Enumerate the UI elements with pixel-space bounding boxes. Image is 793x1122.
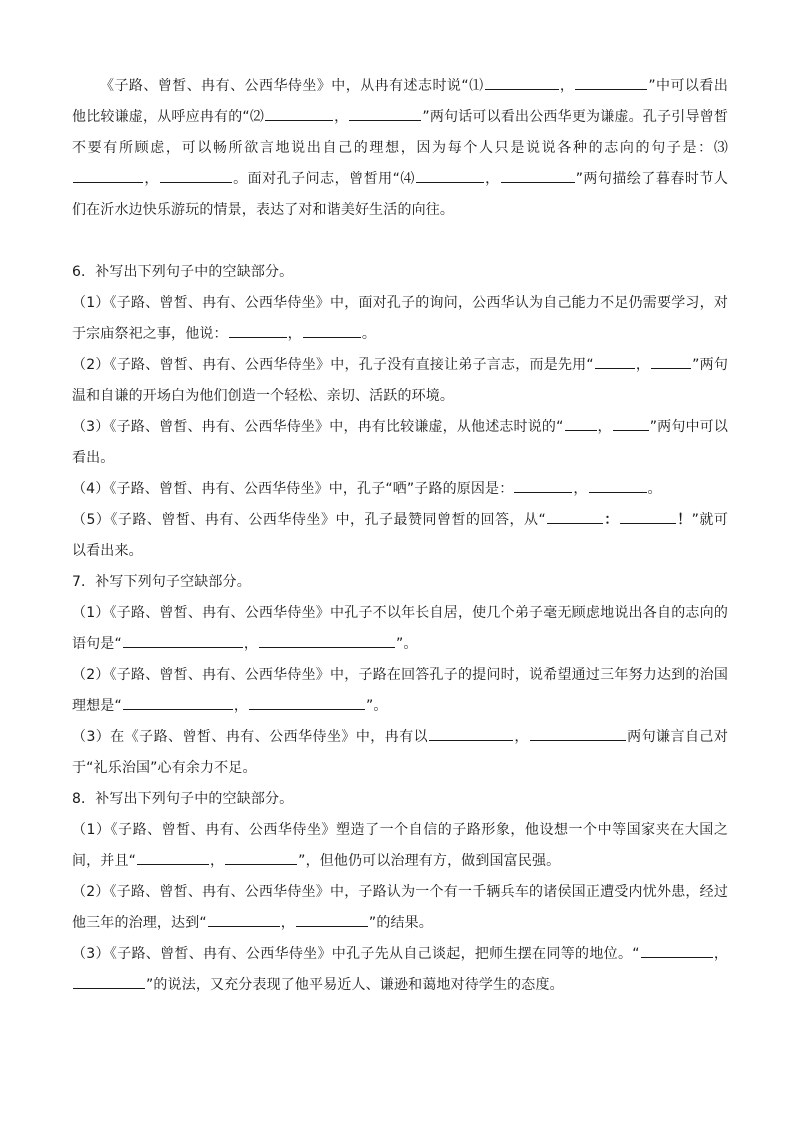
question-8-item-1: （1）《子路、曾皙、冉有、公西华侍坐》塑造了一个自信的子路形象，他设想一个中等国家夹在大国之间，并且“ ， ”，但他仍可以治理有方，做到国富民强。	[72, 822, 728, 869]
answer-blank[interactable]	[565, 415, 597, 431]
answer-blank[interactable]	[73, 973, 145, 989]
answer-blank-5[interactable]	[73, 167, 143, 183]
answer-blank[interactable]	[641, 942, 713, 958]
intro-paragraph: 《子路、曾皙、冉有、公西华侍坐》中，从冉有述志时说“⑴ ， ”中可以看出他比较谦虚，从呼应冉有的“⑵ ， ”两句话可以看出公西华更为谦虚。孔子引导曾皙不要有所顾虑，可以畅所欲言地说出自己的理想，因为每个人只是说说各种的志向的句子是：⑶， 。面对孔子问志，曾皙用“⑷ ， ”两句描绘了暮春时节人们在沂水边快乐游玩的情景，表达了对和谐美好生活的向往。	[72, 71, 728, 226]
answer-blank[interactable]	[296, 911, 368, 927]
answer-blank[interactable]	[651, 353, 691, 369]
answer-blank[interactable]	[589, 477, 647, 493]
answer-blank-6[interactable]	[160, 167, 232, 183]
answer-blank-1[interactable]	[485, 74, 559, 90]
answer-blank[interactable]	[595, 353, 635, 369]
answer-blank[interactable]	[249, 694, 365, 710]
question-6-item-4: （4）《子路、曾皙、冉有、公西华侍坐》中，孔子“哂”子路的原因是： ， 。	[72, 474, 728, 505]
answer-blank[interactable]	[429, 725, 513, 741]
question-7-item-1: （1）《子路、曾皙、冉有、公西华侍坐》中孔子不以年长自居，使几个弟子毫无顾虑地说出各自的志向的语句是“ ， ”。	[72, 605, 728, 652]
answer-blank[interactable]	[225, 849, 297, 865]
answer-blank[interactable]	[530, 725, 626, 741]
answer-blank[interactable]	[123, 694, 233, 710]
answer-blank[interactable]	[137, 849, 209, 865]
question-6-item-2: （2）《子路、曾皙、冉有、公西华侍坐》中，孔子没有直接让弟子言志，而是先用“ ， ”两句温和自谦的开场白为他们创造一个轻松、亲切、活跃的环境。	[72, 350, 728, 412]
answer-blank[interactable]	[123, 632, 243, 648]
question-6-heading: 6．补写出下列句子中的空缺部分。	[72, 264, 294, 280]
question-6-item-5: （5）《子路、曾皙、冉有、公西华侍坐》中，孔子最赞同曾皙的回答，从“ ： ！”就可以看出来。	[72, 505, 728, 567]
question-7-item-3: （3）在《子路、曾皙、冉有、公西华侍坐》中，冉有以 ， 两句谦言自己对于“礼乐治国”心有余力不足。	[72, 722, 728, 784]
answer-blank[interactable]	[547, 508, 603, 524]
question-7-heading: 7．补写下列句子空缺部分。	[72, 574, 251, 590]
question-6-item-3: （3）《子路、曾皙、冉有、公西华侍坐》中，冉有比较谦虚，从他述志时说的“ ， ”两句中可以看出。	[72, 412, 728, 474]
question-7-item-2: （2）《子路、曾皙、冉有、公西华侍坐》中，子路在回答孔子的提问时，说希望通过三年努力达到的治国理想是“ ， ”。	[72, 667, 728, 714]
intro-text: 《子路、曾皙、冉有、公西华侍坐》中，从冉有述志时说“⑴	[100, 78, 484, 94]
question-8-item-3: （3）《子路、曾皙、冉有、公西华侍坐》中孔子先从自己谈起，把师生摆在同等的地位。“ ，”的说法，又充分表现了他平易近人、谦逊和蔼地对待学生的态度。	[72, 939, 728, 1001]
answer-blank-8[interactable]	[501, 167, 575, 183]
answer-blank[interactable]	[514, 477, 572, 493]
answer-blank-4[interactable]	[349, 105, 421, 121]
answer-blank[interactable]	[208, 911, 280, 927]
answer-blank[interactable]	[259, 632, 395, 648]
answer-blank-3[interactable]	[265, 105, 333, 121]
question-6-item-1: （1）《子路、曾皙、冉有、公西华侍坐》中，面对孔子的询问，公西华认为自己能力不足仍需要学习，对于宗庙祭祀之事，他说： ， 。	[72, 295, 728, 342]
answer-blank-7[interactable]	[416, 167, 484, 183]
answer-blank[interactable]	[620, 508, 676, 524]
answer-blank[interactable]	[613, 415, 649, 431]
question-8-heading: 8．补写出下列句子中的空缺部分。	[72, 791, 294, 807]
question-8-item-2: （2）《子路、曾皙、冉有、公西华侍坐》中，子路认为一个有一千辆兵车的诸侯国正遭受内忧外患，经过他三年的治理，达到“ ， ”的结果。	[72, 884, 728, 931]
answer-blank[interactable]	[229, 322, 287, 338]
answer-blank-2[interactable]	[575, 74, 647, 90]
answer-blank[interactable]	[303, 322, 361, 338]
